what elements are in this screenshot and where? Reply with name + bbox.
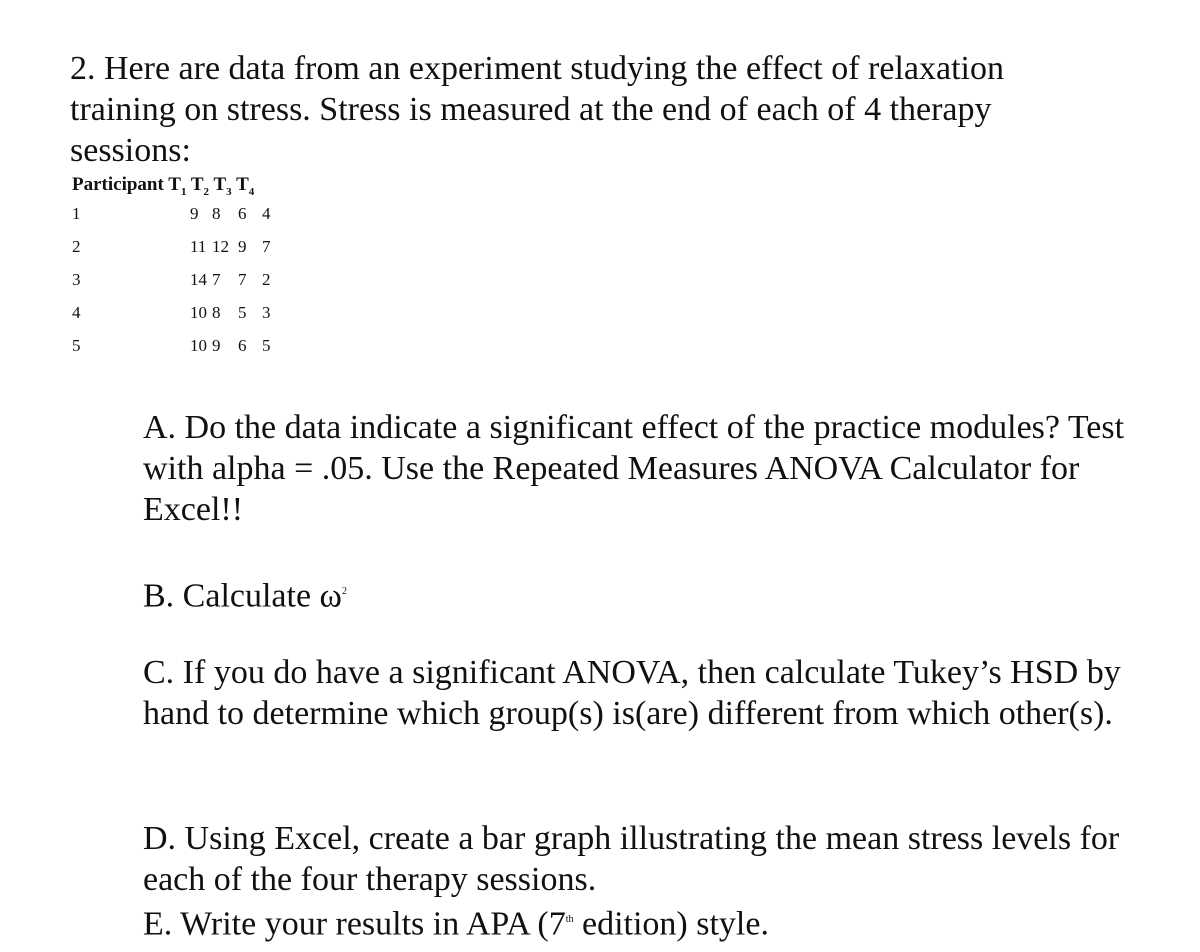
table-row	[72, 237, 271, 270]
table-row	[72, 303, 271, 336]
cell-t3: 6	[238, 204, 247, 223]
cell-t4: 4	[262, 204, 271, 223]
cell-t2: 8	[212, 303, 221, 322]
header-t2: $T_2$	[190, 174, 210, 198]
cell-t3: 6	[238, 336, 247, 355]
cell-t2: 9	[212, 336, 221, 355]
header-t3: $T_3$	[213, 174, 232, 198]
participant-id: 4	[72, 303, 81, 322]
part-c: C. If you do have a significant ANOVA, then calculate Tukey’s HSD by hand to determine which group(s) is(are) different from which other(s).	[143, 654, 1121, 732]
cell-t4: 2	[262, 270, 271, 289]
cell-t1: 10	[190, 336, 207, 355]
cell-t2: 8	[212, 204, 221, 223]
cell-t4: 7	[262, 237, 271, 256]
participant-id: 3	[72, 270, 81, 289]
part-a: A. Do the data indicate a significant effect of the practice modules? Test with alpha = .05. Use the Repeated Measures ANOVA Calculator for Excel!!	[143, 409, 1125, 528]
participant-id: 5	[72, 336, 81, 355]
cell-t1: 9	[190, 204, 199, 223]
cell-t3: 5	[238, 303, 247, 322]
part-d: D. Using Excel, create a bar graph illustrating the mean stress levels for each of the four therapy sessions.	[143, 820, 1120, 898]
cell-t2: 12	[212, 237, 229, 256]
participant-id: 1	[72, 204, 81, 223]
header-t1: $T_1$	[168, 174, 187, 198]
table-row	[72, 270, 271, 303]
cell-t1: 14	[190, 270, 207, 289]
cell-t3: 9	[238, 237, 247, 256]
cell-t3: 7	[238, 270, 247, 289]
part-e: E. Write your results in APA (7th edition) style.	[143, 905, 769, 943]
question-intro: 2. Here are data from an experiment studying the effect of relaxation training on stress. Stress is measured at the end of each of 4 therapy sessions:	[70, 50, 1004, 169]
table-header	[72, 174, 254, 204]
cell-t4: 3	[262, 303, 271, 322]
cell-t2: 7	[212, 270, 221, 289]
part-b: B. Calculate $\omega^2$	[143, 577, 347, 615]
cell-t1: 10	[190, 303, 207, 322]
cell-t1: 11	[190, 237, 207, 256]
table-row	[72, 204, 271, 237]
participant-id: 2	[72, 237, 81, 256]
header-participant: Participant	[72, 174, 164, 195]
data-table	[72, 174, 271, 369]
header-t4: $T_4$	[236, 174, 255, 198]
cell-t4: 5	[262, 336, 271, 355]
table-row	[72, 336, 271, 369]
